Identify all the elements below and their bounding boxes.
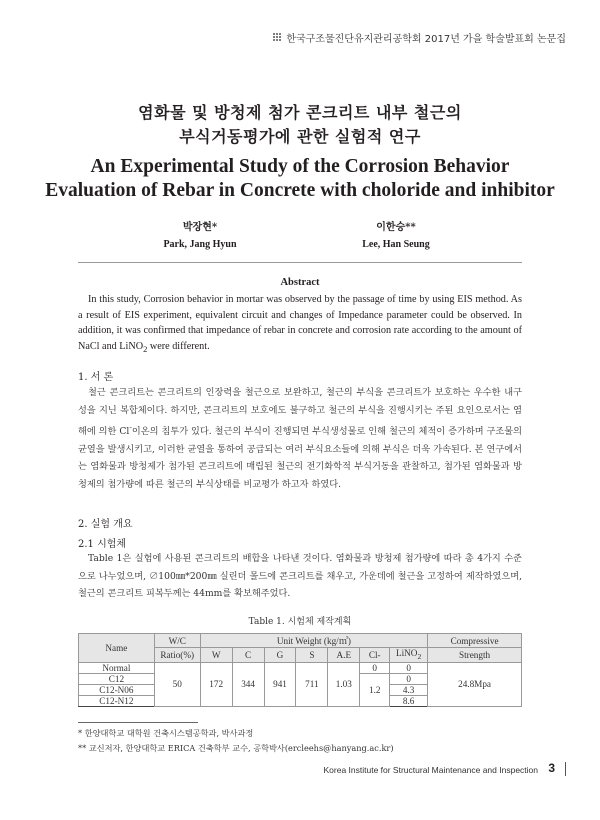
korean-title-line-2: 부식거동평가에 관한 실험적 연구 [179, 127, 421, 146]
journal-name: 한국구조물진단유지관리공학회 2017년 가을 학술발표회 논문집 [286, 34, 566, 45]
abstract-text: In this study, Corrosion behavior in mortar was observed by the passage of time by using EIS method. As a result of EIS experiment, equivalent circuit and changes of Impedance parameter could be observed. In addition, it was confirmed that impedance of rebar in concrete and corrosion rate according to the amount of NaCl and LiNO [78, 294, 522, 352]
section-1-body [78, 384, 522, 494]
author-1 [140, 218, 260, 250]
header-compressive-top: Compressive [428, 634, 522, 648]
author-2-korean-name: 이한승** [376, 222, 416, 233]
cell-cl-shared: 1.2 [360, 673, 390, 706]
english-title-line-2: Evaluation of Rebar in Concrete with choloride and inhibitor [45, 180, 555, 201]
section-1-heading: 1. 서 론 [78, 372, 114, 383]
section-2-1-heading: 2.1 시험체 [78, 539, 127, 550]
cell-cl-normal: 0 [360, 662, 390, 673]
author-1-korean-name: 박장현* [182, 222, 218, 233]
header-s: S [296, 648, 328, 663]
row-name: Normal [79, 662, 155, 673]
table-row [79, 662, 522, 673]
section-1-text-end: 이온의 침투가 있다. 철근의 부식이 진행되면 부식생성물로 인해 철근의 체적이 증가하며 구조물의 균열을 발생시키고, 이러한 균열을 통하여 공급되는 여러 부식요소들에 의해 부식은 더욱 가속된다. 본 연구에서는 염화물과 방청제가 첨가된 콘크리트에 매립된 철근의 전기화학적 부식거동을 관찰하고, 첨가된 염화물과 방청제의 첨가량에 따른 철근의 부식상태를 비교평가 하고자 하였다. [78, 426, 522, 491]
section-1-text: 철근 콘크리트는 콘크리트의 인장력을 철근으로 보완하고, 철근의 부식을 콘크리트가 보호하는 우수한 내구성을 지닌 복합체이다. 하지만, 콘크리트의 보호에도 불구하고 철근의 부식을 진행시키는 주된 요인으로서는 염해에 의한 Cl [78, 387, 522, 438]
header-wc-bottom: Ratio(%) [154, 648, 200, 663]
cell-s: 711 [296, 662, 328, 706]
section-2-heading: 2. 실험 개요 [78, 519, 133, 530]
author-1-english-name: Park, Jang Hyun [163, 239, 237, 250]
header-c: C [232, 648, 264, 663]
abstract-body [78, 292, 522, 357]
abstract-text-end: were different. [147, 340, 210, 352]
header-unit-weight: Unit Weight (kg/㎥) [200, 634, 427, 648]
header-lino2 [390, 648, 428, 663]
page-number: 3 [548, 761, 555, 775]
section-2-1-body: Table 1은 실험에 사용된 콘크리트의 배합을 나타낸 것이다. 염화물과 방청제 첨가량에 따라 총 4가지 수준으로 나누었으며, ∅100㎜*200㎜ 실린더 몰드에 콘크리트를 채우고, 가운데에 철근을 고정하여 제작하였으며, 철근의 콘크리트 피복두께는 44mm를 확보해주었다. [78, 553, 522, 600]
footnote-2: ** 교신저자, 한양대학교 ERICA 건축학부 교수, 공학박사(ercleehs@hanyang.ac.kr) [78, 743, 394, 753]
cell-g: 941 [264, 662, 296, 706]
author-2 [336, 218, 456, 250]
cell-strength: 24.8Mpa [428, 662, 522, 706]
table-caption: Table 1. 시험체 제작계획 [248, 617, 352, 627]
abstract-divider [78, 262, 522, 263]
author-2-english-name: Lee, Han Seung [362, 239, 430, 250]
grid-dots-icon [273, 33, 282, 42]
footnote-divider [78, 722, 198, 723]
cell-lino: 0 [390, 673, 428, 684]
cell-lino: 8.6 [390, 695, 428, 706]
lino-base: LiNO [396, 648, 418, 658]
row-name: C12-N06 [79, 684, 155, 695]
cell-wc: 50 [154, 662, 200, 706]
journal-header [273, 30, 566, 45]
cell-w: 172 [200, 662, 232, 706]
specimen-table [78, 633, 522, 707]
section-1-superscript: - [129, 423, 132, 433]
abstract-heading: Abstract [280, 277, 320, 288]
header-name: Name [79, 634, 155, 663]
row-name: C12 [79, 673, 155, 684]
english-title-line-1: An Experimental Study of the Corrosion Behavior [90, 156, 510, 177]
header-cl: Cl- [360, 648, 390, 663]
cell-lino: 0 [390, 662, 428, 673]
abstract-subscript: 2 [143, 343, 148, 354]
row-name: C12-N12 [79, 695, 155, 706]
cell-lino: 4.3 [390, 684, 428, 695]
header-w: W [200, 648, 232, 663]
cell-ae: 1.03 [328, 662, 360, 706]
header-wc-top: W/C [154, 634, 200, 648]
korean-title-line-1: 염화물 및 방청제 첨가 콘크리트 내부 철근의 [138, 103, 462, 122]
page-number-bar [565, 762, 566, 776]
footer-org: Korea Institute for Structural Maintenance and Inspection [323, 765, 538, 775]
cell-c: 344 [232, 662, 264, 706]
lino-subscript: 2 [417, 651, 422, 661]
header-g: G [264, 648, 296, 663]
header-ae: A.E [328, 648, 360, 663]
header-compressive-bottom: Strength [428, 648, 522, 663]
footnote-1: * 한양대학교 대학원 건축시스템공학과, 박사과정 [78, 728, 254, 738]
